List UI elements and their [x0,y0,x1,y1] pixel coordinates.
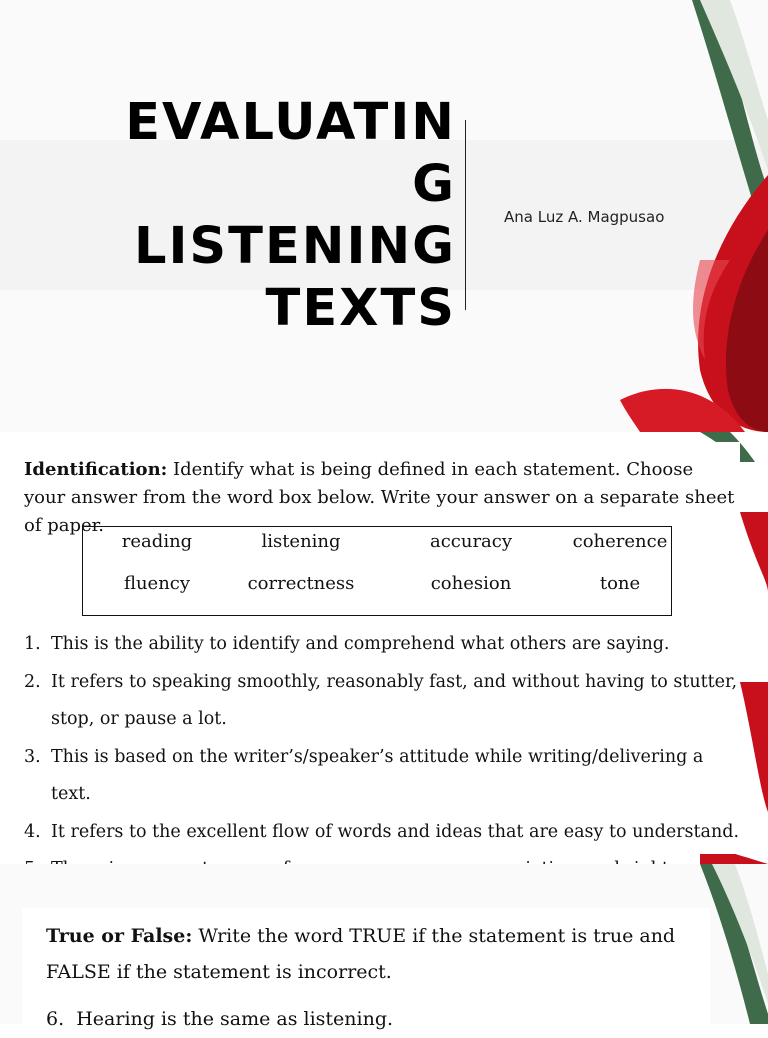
identification-document [16,442,740,854]
word-box-cell: accuracy [429,531,513,552]
page-title: EVALUATIN G LISTENING TEXTS [125,93,456,338]
identification-instruction-text: Identify what is being defined in each statement. Choose your answer from the word box below. Write your answer on a separate sheet of paper. [24,459,735,536]
word-box-cell: correctness [247,573,355,594]
title-slide [0,0,768,432]
identification-slide [0,432,768,864]
list-item: 4. It refers to the excellent flow of words and ideas that are easy to understand. [24,821,740,842]
list-item: 2. It refers to speaking smoothly, reasonably fast, and without having to stutter, stop, or pause a lot. [24,671,738,729]
identification-heading: Identification: [24,459,168,480]
word-box-cell: fluency [123,573,191,594]
ribbon-red-3 [740,682,768,812]
word-box-cell: cohesion [430,573,512,594]
word-box [82,526,672,616]
true-false-heading: True or False: [46,925,193,947]
word-box-cell: coherence [572,531,668,552]
true-false-slide [0,864,768,1030]
word-box-cell: listening [261,531,341,552]
true-false-instruction-text: Write the word TRUE if the statement is true and FALSE if the statement is incorrect. [46,925,676,983]
author-name: Ana Luz A. Magpusao [504,208,665,226]
ribbon-red-2 [740,512,768,592]
list-item: 1. This is the ability to identify and comprehend what others are saying. [24,634,670,654]
title-divider [465,120,466,310]
list-item: 3. This is based on the writer’s/speaker’s attitude while writing/delivering a text. [24,746,704,804]
word-box-cell: reading [121,531,193,552]
word-box-cell: tone [599,573,641,594]
list-item: 6. Hearing is the same as listening. [46,1008,394,1030]
true-false-document [22,908,710,1038]
true-false-instruction [46,918,716,990]
